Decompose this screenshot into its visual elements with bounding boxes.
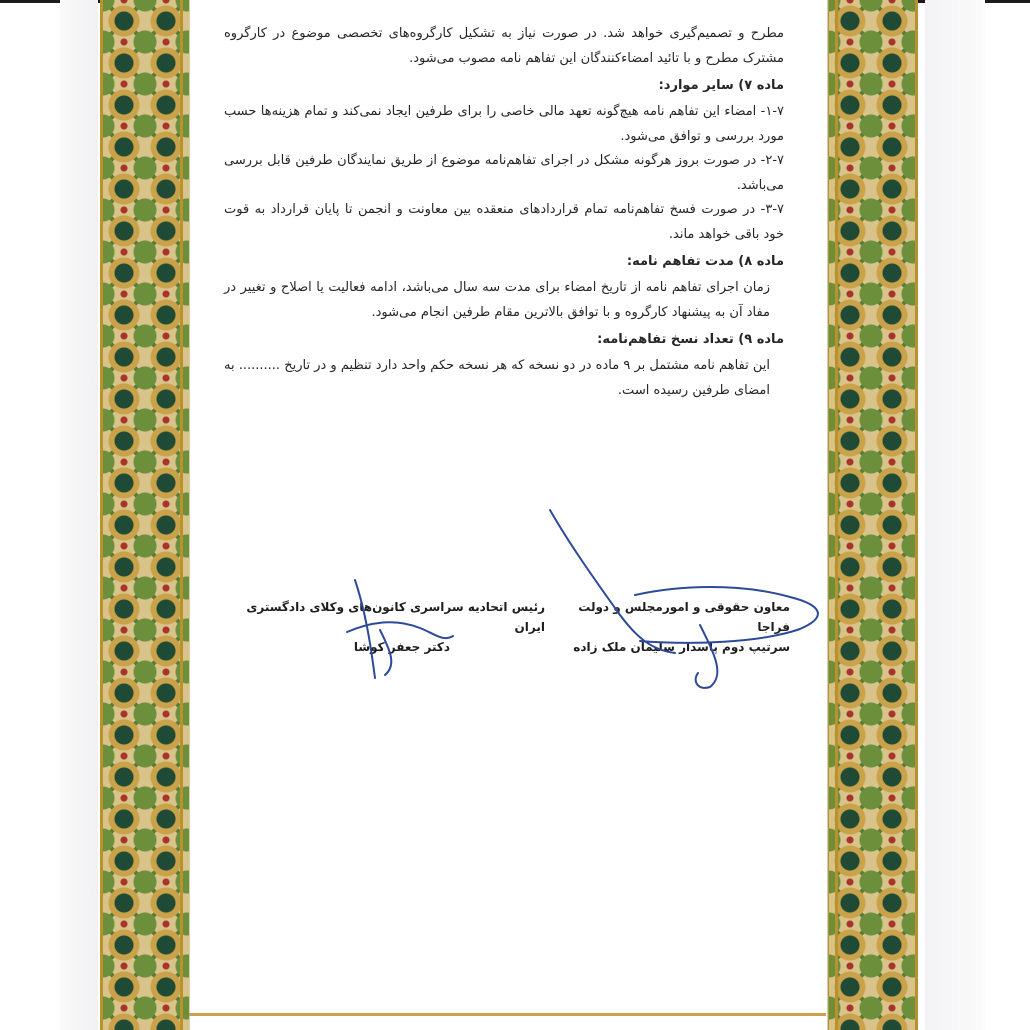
clause-7-1: ۱-۷- امضاء این تفاهم نامه هیچ‌گونه تعهد مالی خاصی را برای طرفین ایجاد نمی‌کند و تمام هزینه‌ها حسب مورد بررسی و توافق می‌شود. bbox=[224, 104, 784, 144]
intro-paragraph: مطرح و تصمیم‌گیری خواهد شد. در صورت نیاز به تشکیل کارگروه‌های تخصصی موضوع در کارگروه مشترک مطرح و با تائید امضاءکنندگان این تفاهم نامه مصوب می‌شود. bbox=[224, 26, 784, 66]
signatory-right-role: معاون حقوقی و امورمجلس و دولت فراجا bbox=[578, 600, 790, 634]
background-right bbox=[925, 0, 985, 1030]
article-8-text: زمان اجرای تفاهم نامه از تاریخ امضاء برای مدت سه سال می‌باشد، ادامه فعالیت یا اصلاح و تغییر در مفاد آن به پیشنهاد کارگروه و با توافق بالاترین مقام طرفین انجام می‌شود. bbox=[224, 280, 770, 320]
article-8-heading: ماده ۸) مدت تفاهم نامه: bbox=[626, 254, 784, 269]
clause-7-2: ۲-۷- در صورت بروز هرگونه مشکل در اجرای تفاهم‌نامه موضوع از طریق نمایندگان طرفین قابل بررسی می‌باشد. bbox=[224, 153, 784, 193]
border-line bbox=[180, 0, 183, 1030]
page-bottom-border bbox=[189, 1013, 826, 1016]
article-7-heading: ماده ۷) سایر موارد: bbox=[658, 78, 784, 93]
signatory-left-role: رئیس اتحادیه سراسری کانون‌های وکلای دادگستری ایران bbox=[246, 600, 545, 634]
border-line bbox=[835, 0, 838, 1030]
ornamental-border-right bbox=[826, 0, 918, 1030]
article-9-text: این تفاهم نامه مشتمل بر ۹ ماده در دو نسخه که هر نسخه حکم واحد دارد تنظیم و در تاریخ .......... به امضای طرفین رسیده است. bbox=[224, 358, 770, 398]
signatory-right-name: سرتیپ دوم پاسدار سلیمان ملک زاده bbox=[573, 640, 790, 654]
article-9-heading: ماده ۹) تعداد نسخ تفاهم‌نامه: bbox=[597, 332, 784, 347]
ornamental-border-left bbox=[100, 0, 192, 1030]
signatory-left-name: دکتر جعفر کوشا bbox=[353, 640, 450, 654]
clause-7-3: ۳-۷- در صورت فسخ تفاهم‌نامه تمام قراردادهای منعقده بین معاونت و انجمن تا پایان قرارداد به قوت خود باقی خواهد ماند. bbox=[224, 202, 784, 242]
document-body bbox=[224, 22, 784, 403]
signatory-left bbox=[240, 597, 545, 657]
border-pattern bbox=[829, 0, 915, 1030]
signatory-right bbox=[555, 597, 790, 657]
border-pattern bbox=[103, 0, 189, 1030]
background-left bbox=[60, 0, 98, 1030]
